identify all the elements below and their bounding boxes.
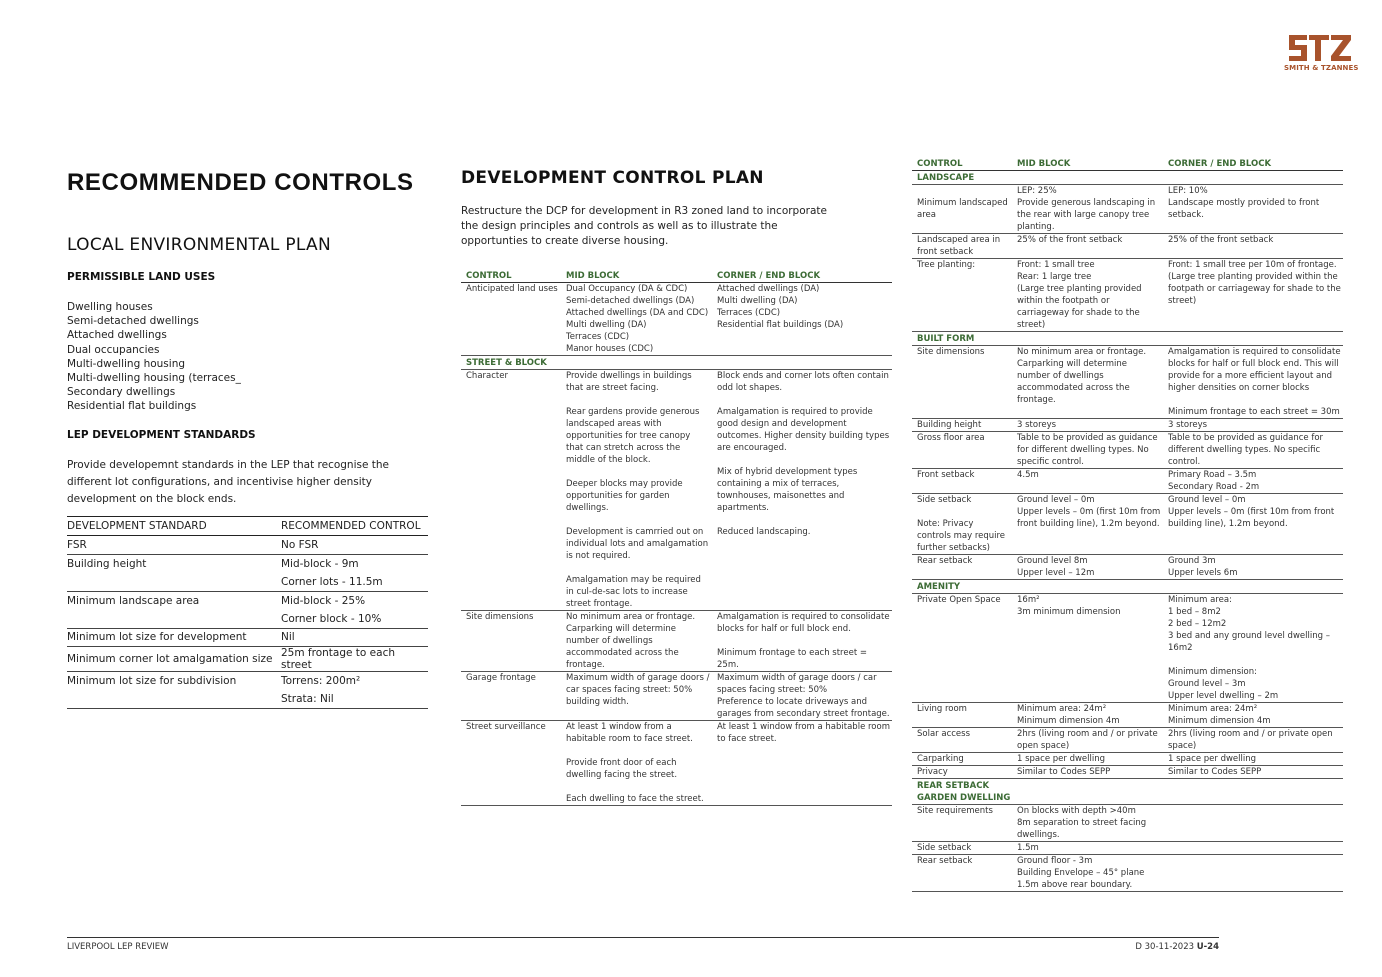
mid-block-cell: On blocks with depth >40m 8m separation to street facing dwellings.	[1012, 804, 1163, 841]
mid-block-cell: 3 storeys	[1012, 418, 1163, 431]
table-row	[912, 765, 1343, 778]
mid-block-cell: Similar to Codes SEPP	[1012, 765, 1163, 778]
control-cell: 25m frontage to each street	[281, 647, 428, 672]
corner-block-cell: Minimum area: 24m² Minimum dimension 4m	[1163, 702, 1343, 727]
table-row	[461, 369, 892, 610]
logo-text: SMITH & TZANNES	[1284, 64, 1359, 72]
mid-block-cell: No minimum area or frontage. Carparking will determine number of dwellings accommodated across the frontage.	[1012, 345, 1163, 418]
corner-block-cell: 3 storeys	[1163, 418, 1343, 431]
mid-block-cell: No minimum area or frontage. Carparking will determine number of dwellings accommodated across the frontage.	[561, 610, 712, 671]
footer-page-info	[1100, 942, 1219, 952]
corner-block-cell	[1163, 841, 1343, 854]
page-title: RECOMMENDED CONTROLS	[67, 169, 414, 196]
section-row	[912, 170, 1343, 184]
control-cell: Nil	[281, 628, 428, 647]
mid-block-cell: LEP: 25% Provide generous landscaping in the rear with large canopy tree planting.	[1012, 184, 1163, 233]
standard-cell	[67, 610, 281, 629]
section-row	[912, 778, 1343, 804]
control-cell: Site dimensions	[912, 345, 1012, 418]
table-row	[461, 610, 892, 671]
standard-cell: Minimum lot size for subdivision	[67, 672, 281, 691]
control-cell: Anticipated land uses	[461, 282, 561, 355]
control-cell: Living room	[912, 702, 1012, 727]
table-header-row	[461, 267, 892, 282]
mid-block-cell: Ground level 8m Upper level – 12m	[1012, 554, 1163, 579]
land-use-item: Secondary dwellings	[67, 386, 176, 399]
table-row	[912, 593, 1343, 702]
mid-block-cell: Ground floor - 3m Building Envelope – 45° plane 1.5m above rear boundary.	[1012, 854, 1163, 891]
land-use-item: Semi-detached dwellings	[67, 315, 199, 328]
corner-block-cell: Ground level – 0m Upper levels – 0m (first 10m from front building line), 1.2m beyond.	[1163, 493, 1343, 554]
mid-block-cell: 1.5m	[1012, 841, 1163, 854]
land-use-item: Attached dwellings	[67, 329, 167, 342]
control-cell: Gross floor area	[912, 431, 1012, 468]
control-cell: Torrens: 200m²	[281, 672, 428, 691]
corner-block-cell: Ground 3m Upper levels 6m	[1163, 554, 1343, 579]
table-row	[912, 418, 1343, 431]
standard-cell: Minimum corner lot amalgamation size	[67, 647, 281, 672]
table-row	[912, 431, 1343, 468]
table-row	[912, 554, 1343, 579]
section-row	[912, 331, 1343, 345]
dcp-controls-table	[461, 267, 892, 806]
built-form-controls-table	[912, 155, 1343, 892]
control-cell: Corner block - 10%	[281, 612, 382, 625]
mid-block-cell: Table to be provided as guidance for different dwelling types. No specific control.	[1012, 431, 1163, 468]
lep-heading: LOCAL ENVIRONMENTAL PLAN	[67, 235, 331, 255]
mid-block-cell: Dual Occupancy (DA & CDC) Semi-detached dwellings (DA) Attached dwellings (DA and CDC) Multi dwelling (DA) Terraces (CDC) Manor houses (CDC)	[561, 282, 712, 355]
table-row	[912, 184, 1343, 233]
land-use-item: Multi-dwelling housing (terraces_	[67, 372, 241, 385]
table-row	[912, 233, 1343, 258]
standard-cell: Minimum lot size for development	[67, 628, 281, 647]
control-cell: Minimum landscaped area	[912, 184, 1012, 233]
mid-block-cell: Ground level – 0m Upper levels – 0m (first 10m from front building line), 1.2m beyond.	[1012, 493, 1163, 554]
standard-cell	[67, 573, 281, 592]
corner-block-cell	[1163, 804, 1343, 841]
control-cell: Landscaped area in front setback	[912, 233, 1012, 258]
table-row	[912, 804, 1343, 841]
control-cell: Building height	[912, 418, 1012, 431]
control-cell: Character	[461, 369, 561, 610]
standard-cell: Building height	[67, 554, 281, 573]
table-row	[67, 610, 428, 629]
page-number: U-24	[1196, 942, 1219, 952]
section-row	[461, 355, 892, 369]
mid-block-cell: Front: 1 small tree Rear: 1 large tree (Large tree planting provided within the footpath or carriageway for shade to the street)	[1012, 258, 1163, 331]
column-header: MID BLOCK	[561, 267, 712, 282]
column-header: MID BLOCK	[1012, 155, 1163, 170]
corner-block-cell: Amalgamation is required to consolidate blocks for half or full block end. Minimum frontage to each street = 25m.	[712, 610, 892, 671]
control-cell: Rear setback	[912, 554, 1012, 579]
control-cell: Street surveillance	[461, 720, 561, 805]
control-cell: Site dimensions	[461, 610, 561, 671]
control-cell: Side setback	[912, 841, 1012, 854]
corner-block-cell: At least 1 window from a habitable room to face street.	[712, 720, 892, 805]
corner-block-cell: Primary Road – 3.5m Secondary Road - 2m	[1163, 468, 1343, 493]
footer-date: D 30-11-2023	[1135, 942, 1195, 952]
column-header: RECOMMENDED CONTROL	[281, 517, 428, 536]
table-row	[912, 345, 1343, 418]
standard-cell: FSR	[67, 538, 87, 551]
land-use-item: Dual occupancies	[67, 343, 160, 356]
table-row	[912, 468, 1343, 493]
mid-block-cell: Maximum width of garage doors / car spaces facing street: 50% building width.	[561, 671, 712, 720]
control-cell: Front setback	[912, 468, 1012, 493]
column-header: CORNER / END BLOCK	[1163, 155, 1343, 170]
control-cell: Corner lots - 11.5m	[281, 575, 383, 588]
control-cell: Solar access	[912, 727, 1012, 752]
table-row	[67, 647, 428, 672]
mid-block-cell: 2hrs (living room and / or private open space)	[1012, 727, 1163, 752]
table-row	[461, 671, 892, 720]
corner-block-cell: Attached dwellings (DA) Multi dwelling (DA) Terraces (CDC) Residential flat buildings (DA)	[712, 282, 892, 355]
corner-block-cell: 1 space per dwelling	[1163, 752, 1343, 765]
table-row	[67, 591, 428, 610]
corner-block-cell: LEP: 10% Landscape mostly provided to front setback.	[1163, 184, 1343, 233]
lep-standards-heading: LEP DEVELOPMENT STANDARDS	[67, 429, 256, 441]
section-heading: AMENITY	[912, 579, 1343, 593]
corner-block-cell: Amalgamation is required to consolidate blocks for half or full block end. This will provide for a more efficient layout and higher densities on corner blocks Minimum frontage to each street = 30m	[1163, 345, 1343, 418]
control-cell: Tree planting:	[912, 258, 1012, 331]
table-row	[67, 554, 428, 573]
mid-block-cell: 4.5m	[1012, 468, 1163, 493]
control-cell: Carparking	[912, 752, 1012, 765]
corner-block-cell: Similar to Codes SEPP	[1163, 765, 1343, 778]
control-cell: Rear setback	[912, 854, 1012, 891]
table-row	[912, 493, 1343, 554]
footer-title: LIVERPOOL LEP REVIEW	[67, 942, 169, 952]
section-heading: REAR SETBACK GARDEN DWELLING	[912, 778, 1343, 804]
land-use-item: Residential flat buildings	[67, 400, 197, 413]
table-row	[912, 702, 1343, 727]
control-cell: Private Open Space	[912, 593, 1012, 702]
corner-block-cell	[1163, 854, 1343, 891]
standard-cell	[67, 690, 281, 709]
company-logo	[1284, 33, 1359, 72]
land-use-item: Multi-dwelling housing	[67, 357, 186, 370]
section-heading: LANDSCAPE	[912, 170, 1343, 184]
table-row	[67, 672, 428, 691]
control-cell: Site requirements	[912, 804, 1012, 841]
table-header-row	[67, 517, 428, 536]
column-header: DEVELOPMENT STANDARD	[67, 517, 281, 536]
standard-cell: Minimum landscape area	[67, 591, 281, 610]
table-row	[912, 258, 1343, 331]
corner-block-cell: Minimum area: 1 bed – 8m2 2 bed – 12m2 3 bed and any ground level dwelling – 16m2 Minimum dimension: Ground level – 3m Upper level dwelling – 2m	[1163, 593, 1343, 702]
corner-block-cell: Table to be provided as guidance for different dwelling types. No specific control.	[1163, 431, 1343, 468]
section-row	[912, 579, 1343, 593]
table-header-row	[912, 155, 1343, 170]
table-row	[912, 841, 1343, 854]
table-row	[912, 727, 1343, 752]
corner-block-cell: 25% of the front setback	[1163, 233, 1343, 258]
control-cell: Garage frontage	[461, 671, 561, 720]
mid-block-cell: Minimum area: 24m² Minimum dimension 4m	[1012, 702, 1163, 727]
mid-block-cell: 1 space per dwelling	[1012, 752, 1163, 765]
control-cell: Mid-block - 25%	[281, 591, 428, 610]
land-uses-list	[67, 300, 241, 414]
column-header: CONTROL	[912, 155, 1012, 170]
development-standards-table	[67, 516, 428, 709]
corner-block-cell: Maximum width of garage doors / car spaces facing street: 50% Preference to locate driveways and garages from secondary street frontage.	[712, 671, 892, 720]
mid-block-cell: 16m² 3m minimum dimension	[1012, 593, 1163, 702]
table-row	[461, 720, 892, 805]
control-cell: No FSR	[281, 538, 319, 551]
dcp-intro-text: Restructure the DCP for development in R3 zoned land to incorporate the design principles and controls as well as to illustrate the opportunties to create diverse housing.	[461, 205, 827, 247]
section-heading: STREET & BLOCK	[461, 355, 892, 369]
table-row	[67, 573, 428, 592]
lep-standards-text: Provide developemnt standards in the LEP that recognise the different lot configurations, and incentivise higher density development on the block ends.	[67, 459, 390, 505]
corner-block-cell: Block ends and corner lots often contain odd lot shapes. Amalgamation is required to provide good design and development outcomes. Higher density building types are encouraged. Mix of hybrid development types containing a mix of terraces, townhouses, maisonettes and apartments. Reduced landscaping.	[712, 369, 892, 610]
land-use-item: Dwelling houses	[67, 301, 153, 313]
mid-block-cell: 25% of the front setback	[1012, 233, 1163, 258]
mid-block-cell: At least 1 window from a habitable room to face street. Provide front door of each dwelling facing the street. Each dwelling to face the street.	[561, 720, 712, 805]
table-row	[461, 282, 892, 355]
land-uses-heading: PERMISSIBLE LAND USES	[67, 271, 216, 283]
control-cell: Mid-block - 9m	[281, 554, 428, 573]
control-cell: Side setback Note: Privacy controls may require further setbacks)	[912, 493, 1012, 554]
logo-mark-icon	[1287, 33, 1353, 63]
footer-divider	[67, 937, 1219, 938]
corner-block-cell: 2hrs (living room and / or private open space)	[1163, 727, 1343, 752]
section-heading: BUILT FORM	[912, 331, 1343, 345]
table-row	[67, 690, 428, 709]
column-header: CONTROL	[461, 267, 561, 282]
control-cell: Privacy	[912, 765, 1012, 778]
mid-block-cell: Provide dwellings in buildings that are street facing. Rear gardens provide generous landscaped areas with opportunities for tree canopy that can stretch across the middle of the block. Deeper blocks may provide opportunities for garden dwellings. Development is camrried out on individual lots and amalgamation is not required. Amalgamation may be required in cul-de-sac lots to increase street frontage.	[561, 369, 712, 610]
control-cell: Strata: Nil	[281, 690, 428, 709]
column-header: CORNER / END BLOCK	[712, 267, 892, 282]
table-row	[67, 628, 428, 647]
dcp-heading: DEVELOPMENT CONTROL PLAN	[461, 168, 764, 188]
table-row	[912, 854, 1343, 891]
corner-block-cell: Front: 1 small tree per 10m of frontage. (Large tree planting provided within the footpath or carriageway for shade to the street)	[1163, 258, 1343, 331]
table-row	[912, 752, 1343, 765]
table-row	[67, 536, 428, 555]
